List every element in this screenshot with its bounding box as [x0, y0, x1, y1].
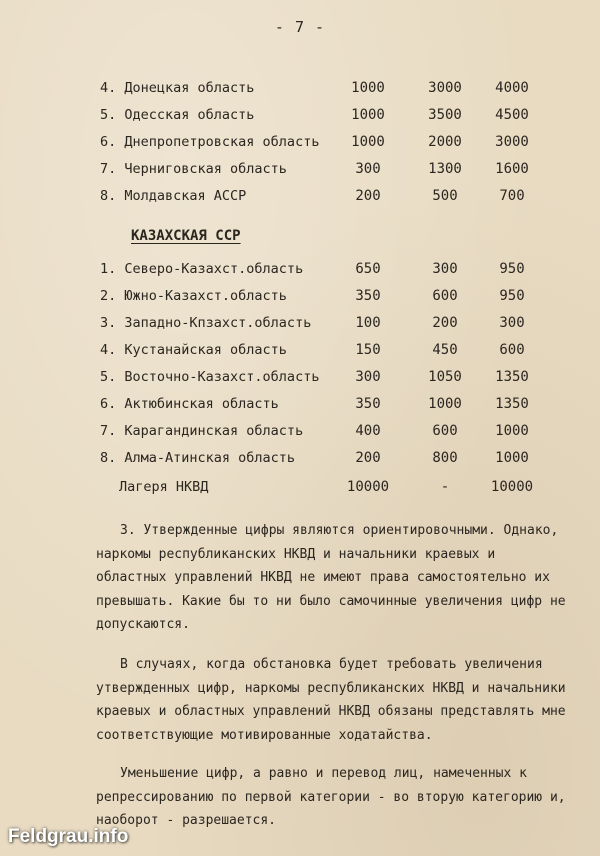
region-name: Лагеря НКВД: [119, 479, 209, 495]
table-row: [0, 421, 600, 441]
value-category-2: 450: [432, 342, 458, 358]
value-total: 600: [499, 342, 525, 358]
value-total: 1350: [495, 396, 529, 412]
value-category-1: 650: [355, 261, 381, 277]
section-heading: КАЗАХСКАЯ ССР: [131, 228, 241, 244]
region-name: 4. Донецкая область: [100, 80, 255, 96]
region-name: 3. Западно-Кпзахст.область: [100, 315, 312, 331]
value-total: 950: [499, 261, 525, 277]
table-row: [0, 394, 600, 414]
value-total: 10000: [490, 479, 534, 495]
value-category-1: 400: [355, 423, 381, 439]
value-category-2: 200: [432, 315, 458, 331]
region-name: 8. Алма-Атинская область: [100, 450, 296, 466]
table-row: [0, 132, 600, 152]
region-name: 8. Молдавская АССР: [100, 188, 247, 204]
region-name: 2. Южно-Казахст.область: [100, 288, 287, 304]
value-category-2: 800: [432, 450, 458, 466]
value-total: 3000: [495, 134, 529, 150]
value-total: 1000: [495, 423, 529, 439]
table-row: [0, 448, 600, 468]
value-category-2: 1300: [428, 161, 462, 177]
watermark: Feldgrau.info: [8, 826, 129, 847]
value-category-1: 1000: [351, 107, 385, 123]
value-total: 1600: [495, 161, 529, 177]
value-category-2: 3000: [428, 80, 462, 96]
value-total: 950: [499, 288, 525, 304]
region-name: 5. Восточно-Казахст.область: [100, 369, 320, 385]
value-total: 1350: [495, 369, 529, 385]
value-total: 4000: [495, 80, 529, 96]
paragraph: Уменьшение цифр, а равно и перевод лиц, намеченных к репрессированию по первой категории - во вторую категорию и, наоборот - разрешается.: [96, 766, 566, 829]
value-total: 300: [499, 315, 525, 331]
region-name: 7. Черниговская область: [100, 161, 287, 177]
value-total: 1000: [495, 450, 529, 466]
region-name: 1. Северо-Казахст.область: [100, 261, 304, 277]
table-row: [0, 340, 600, 360]
value-category-1: 10000: [346, 479, 390, 495]
value-total: 4500: [495, 107, 529, 123]
value-category-1: 1000: [351, 134, 385, 150]
value-category-1: 150: [355, 342, 381, 358]
value-category-2: 1050: [428, 369, 462, 385]
region-name: 6. Актюбинская область: [100, 396, 279, 412]
region-name: 5. Одесская область: [100, 107, 255, 123]
value-category-2: 3500: [428, 107, 462, 123]
value-category-2: -: [440, 479, 450, 495]
value-category-1: 200: [355, 450, 381, 466]
table-row: [0, 105, 600, 125]
value-category-2: 600: [432, 423, 458, 439]
value-category-1: 200: [355, 188, 381, 204]
paragraph: В случаях, когда обстановка будет требовать увеличения утвержденных цифр, наркомы республиканских НКВД и начальники краевых и областных управлений НКВД обязаны представлять мне соответствующие мотивированные ходатайства.: [96, 657, 566, 743]
region-name: 7. Карагандинская область: [100, 423, 304, 439]
table-row: [0, 78, 600, 98]
table-row: [0, 477, 600, 497]
value-category-2: 1000: [428, 396, 462, 412]
table-row: [0, 367, 600, 387]
table-row: [0, 313, 600, 333]
paragraph: 3. Утвержденные цифры являются ориентировочными. Однако, наркомы республиканских НКВД и начальники краевых и областных управлений НКВД не имеют права самостоятельно их превышать. Какие бы то ни было самочинные увеличения цифр не допускаются.: [96, 523, 566, 633]
value-category-1: 300: [355, 369, 381, 385]
value-category-2: 300: [432, 261, 458, 277]
table-row: [0, 186, 600, 206]
value-total: 700: [499, 188, 525, 204]
value-category-2: 2000: [428, 134, 462, 150]
value-category-1: 350: [355, 288, 381, 304]
value-category-1: 350: [355, 396, 381, 412]
value-category-1: 1000: [351, 80, 385, 96]
region-name: 6. Днепропетровская область: [100, 134, 320, 150]
table-row: [0, 159, 600, 179]
table-row: [0, 259, 600, 279]
value-category-2: 500: [432, 188, 458, 204]
value-category-1: 300: [355, 161, 381, 177]
value-category-2: 600: [432, 288, 458, 304]
table-row: [0, 286, 600, 306]
region-name: 4. Кустанайская область: [100, 342, 287, 358]
value-category-1: 100: [355, 315, 381, 331]
page-number: - 7 -: [274, 18, 326, 36]
